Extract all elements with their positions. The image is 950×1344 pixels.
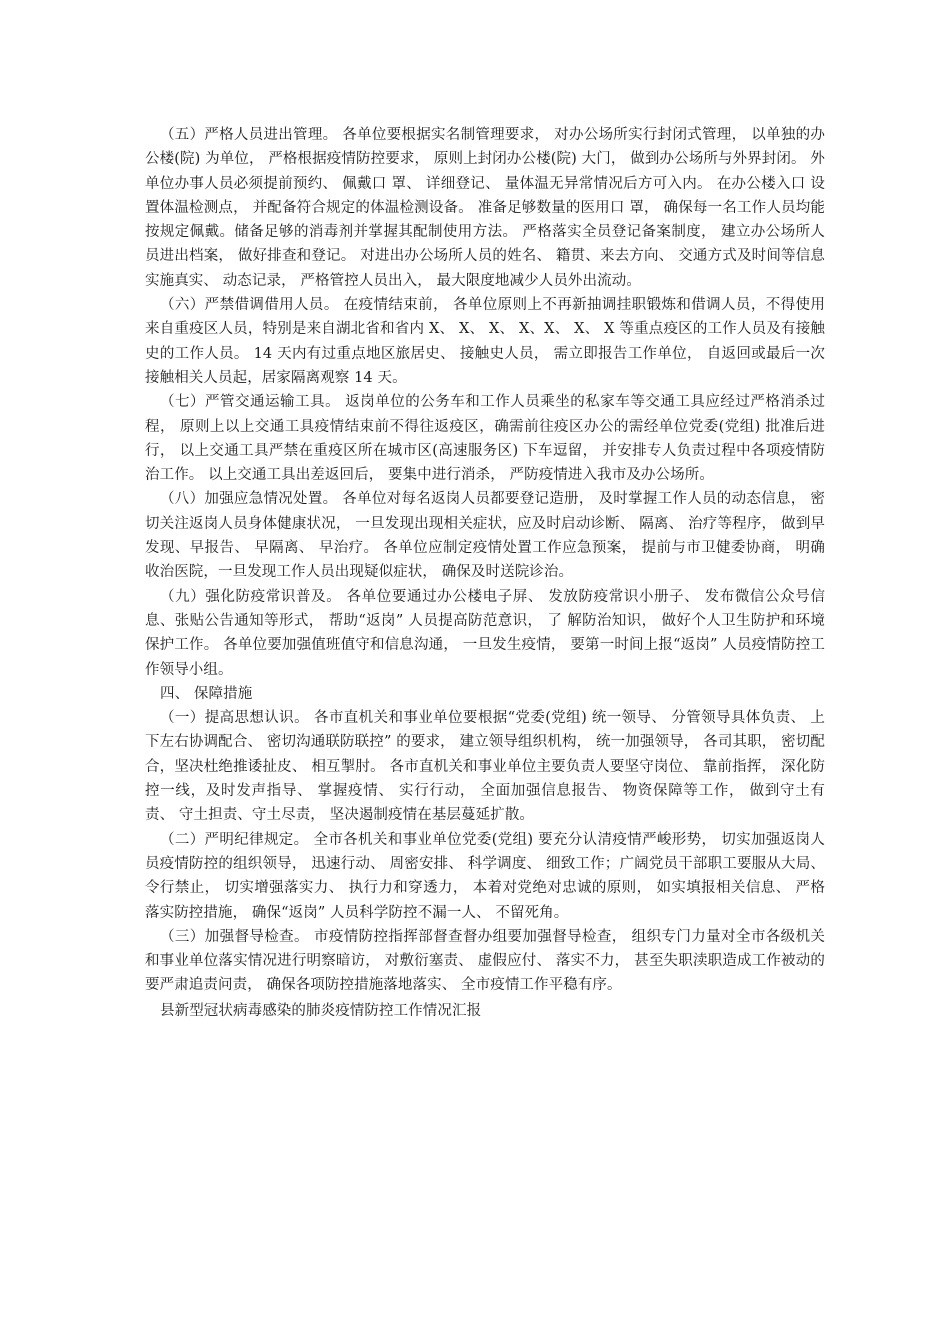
- paragraph-personnel-access: （五）严格人员进出管理。 各单位要根据实名制管理要求， 对办公场所实行封闭式管理， 以单独的办公楼(院) 为单位， 严格根据疫情防控要求， 原则上封闭办公楼(院) 大门， 做到办公场所与外界封闭。 外单位办事人员必须提前预约、 佩戴口 罩、 详细登记、 量体温无异常情况后方可入内。 在办公楼入口 设置体温检测点， 并配备符合规定的体温检测设备。 准备足够数量的医用口 罩， 确保每一名工作人员均能按规定佩戴。储备足够的消毒剂并掌握其配制使用方法。 严格落实全员登记备案制度， 建立办公场所人员进出档案， 做好排查和登记。 对进出办公场所人员的姓名、 籍贯、来去方向、 交通方式及时间等信息实施真实、 动态记录， 严格管控人员出入， 最大限度地减少人员外出流动。: [145, 127, 825, 289]
- paragraph-prevention-knowledge: （九）强化防疫常识普及。 各单位要通过办公楼电子屏、 发放防疫常识小册子、 发布微信公众号信息、张贴公告通知等形式， 帮助“返岗” 人员提高防范意识， 了 解防治知识， 做好个人卫生防护和环境保护工作。 各单位要加强值班值守和信息沟通， 一旦发生疫情， 要第一时间上报“返岗” 人员疫情防控工作领导小组。: [145, 588, 825, 678]
- paragraph-supervision: （三）加强督导检查。 市疫情防控指挥部督查督办组要加强督导检查， 组织专门力量对全市各级机关和事业单位落实情况进行明察暗访， 对敷衍塞责、 虚假应付、 落实不力， 甚至失职渎职造成工作被动的要严肃追责问责， 确保各项防控措施落地落实、 全市疫情工作平稳有序。: [145, 928, 825, 994]
- paragraph-awareness: （一）提高思想认识。 各市直机关和事业单位要根据“党委(党组) 统一领导、 分管领导具体负责、 上下左右协调配合、 密切沟通联防联控” 的要求， 建立领导组织机构， 统一加强领导， 各司其职， 密切配合，坚决杜绝推诿扯皮、 相互掣肘。 各市直机关和事业单位主要负责人要坚守岗位、 靠前指挥， 深化防控一线，及时发声指导、 掌握疫情、 实行行动， 全面加强信息报告、 物资保障等工作， 做到守土有责、 守土担责、守土尽责， 坚决遏制疫情在基层蔓延扩散。: [145, 710, 825, 824]
- trailing-title: 县新型冠状病毒感染的肺炎疫情防控工作情况汇报: [160, 1002, 482, 1019]
- section-heading-safeguards: 四、 保障措施: [160, 685, 253, 702]
- paragraph-emergency: （八）加强应急情况处置。 各单位对每名返岗人员都要登记造册， 及时掌握工作人员的动态信息， 密切关注返岗人员身体健康状况， 一旦发现出现相关症状，应及时启动诊断、 隔离、 治疗等程序， 做到早发现、早报告、 早隔离、 早治疗。 各单位应制定疫情处置工作应急预案， 提前与市卫健委协商， 明确收治医院，一旦发现工作人员出现疑似症状， 确保及时送院诊治。: [145, 491, 825, 581]
- paragraph-discipline: （二）严明纪律规定。 全市各机关和事业单位党委(党组) 要充分认清疫情严峻形势， 切实加强返岗人员疫情防控的组织领导， 迅速行动、 周密安排、 科学调度、 细致工作；广阔党员干部职工要服从大局、 令行禁止， 切实增强落实力、 执行力和穿透力， 本着对党绝对忠诚的原则， 如实填报相关信息、 严格落实防控措施， 确保“返岗” 人员科学防控不漏一人、 不留死角。: [145, 831, 825, 921]
- document-body: [145, 123, 825, 1023]
- paragraph-transport: （七）严管交通运输工具。 返岗单位的公务车和工作人员乘坐的私家车等交通工具应经过严格消杀过程， 原则上以上交通工具疫情结束前不得往返疫区，确需前往疫区办公的需经单位党委(党组) 批准后进行， 以上交通工具严禁在重疫区所在城市区(高速服务区) 下车逗留， 并安排专人负责过程中各项疫情防治工作。 以上交通工具出差返回后， 要集中进行消杀， 严防疫情进入我市及办公场所。: [145, 394, 825, 484]
- paragraph-no-secondment: （六）严禁借调借用人员。 在疫情结束前， 各单位原则上不再新抽调挂职锻炼和借调人员，不得使用来自重疫区人员，特别是来自湖北省和省内 X、 X、 X、 X、X、 X、 X 等重点疫区的工作人员及有接触史的工作人员。 14 天内有过重点地区旅居史、 接触史人员， 需立即报告工作单位， 自返回或最后一次接触相关人员起，居家隔离观察 14 天。: [145, 297, 825, 386]
